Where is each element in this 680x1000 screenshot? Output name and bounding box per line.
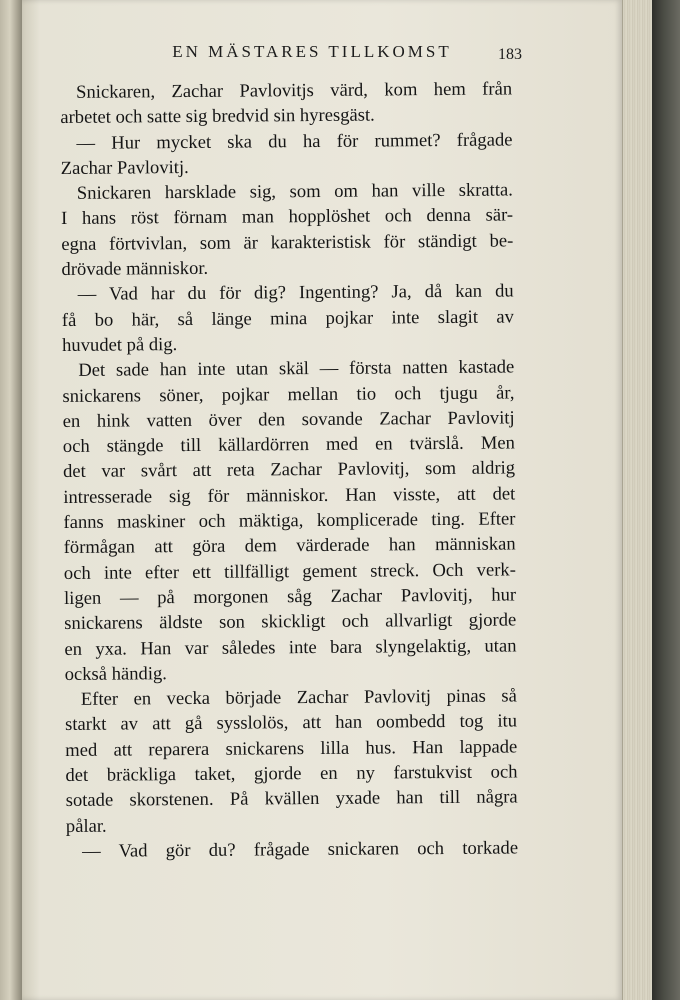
text-line: Snickaren, Zachar Pavlovitjs värd, kom hem från <box>76 78 513 103</box>
text-line: huvudet på dig. <box>62 334 178 356</box>
text-line: det bräckliga taket, gjorde en ny farstukvist och <box>65 761 518 786</box>
text-line: Det sade han inte utan skäl — första natten kastade <box>78 356 515 382</box>
page-stack-edge <box>622 0 653 1000</box>
text-line: med att reparera snickarens lilla hus. Han lappade <box>65 736 518 761</box>
book-cover-edge <box>652 0 680 1000</box>
text-line: och stängde till källardörren med en tvärslå. Men <box>62 432 515 458</box>
body-text <box>60 76 518 864</box>
text-line: en yxa. Han var således inte bara slyngelaktig, utan <box>64 634 517 660</box>
book-page <box>22 0 622 1000</box>
text-line: Efter en vecka började Zachar Pavlovitj pinas så <box>80 685 517 710</box>
left-page-edge <box>0 0 22 1000</box>
text-line: det var svårt att reta Zachar Pavlovitj, som aldrig <box>62 457 516 483</box>
text-line: I hans röst förnam man hopplöshet och denna sär- <box>61 204 514 230</box>
text-line: få bo här, så länge mina pojkar inte slagit av <box>61 306 514 331</box>
text-line: ligen — på morgonen såg Zachar Pavlovitj, hur <box>63 584 517 609</box>
text-line: intresserade sig för människor. Han visste, att det <box>63 483 516 508</box>
text-line: och inte efter ett tillfälligt gement streck. Och verk- <box>63 559 516 584</box>
text-line: — Vad gör du? frågade snickaren och torkade <box>81 837 519 862</box>
text-line: — Hur mycket ska du ha för rummet? frågade <box>76 129 513 154</box>
text-line: sotade skorstenen. På kvällen yxade han till några <box>65 786 518 812</box>
text-line: pålar. <box>65 815 107 837</box>
running-title: EN MÄSTARES TILLKOMST <box>172 42 452 61</box>
text-line: en hink vatten över den sovande Zachar Pavlovitj <box>62 407 515 432</box>
text-line: — Vad har du för dig? Ingenting? Ja, då kan du <box>77 280 514 306</box>
page-number: 183 <box>498 46 522 63</box>
text-line: snickarens äldste son skickligt och allvarligt gjorde <box>64 609 517 635</box>
text-line: förmågan att göra dem värderade han människan <box>63 533 516 559</box>
text-line: starkt av att gå sysslolös, att han oombedd tog itu <box>64 710 518 736</box>
page-header <box>22 38 622 68</box>
text-line: snickarens söner, pojkar mellan tio och tjugu år, <box>62 382 515 407</box>
text-line: Snickaren harsklade sig, som om han ville skratta. <box>76 179 513 205</box>
text-line: drövade människor. <box>61 257 209 281</box>
text-line: fanns maskiner och mäktiga, komplicerade ting. Efter <box>63 508 516 534</box>
text-line: också händig. <box>64 663 167 685</box>
text-line: egna förtvivlan, som är karakteristisk för ständigt be- <box>61 230 514 255</box>
text-line: arbetet och satte sig bredvid sin hyresgäst. <box>60 104 375 129</box>
text-line: Zachar Pavlovitj. <box>60 156 189 179</box>
